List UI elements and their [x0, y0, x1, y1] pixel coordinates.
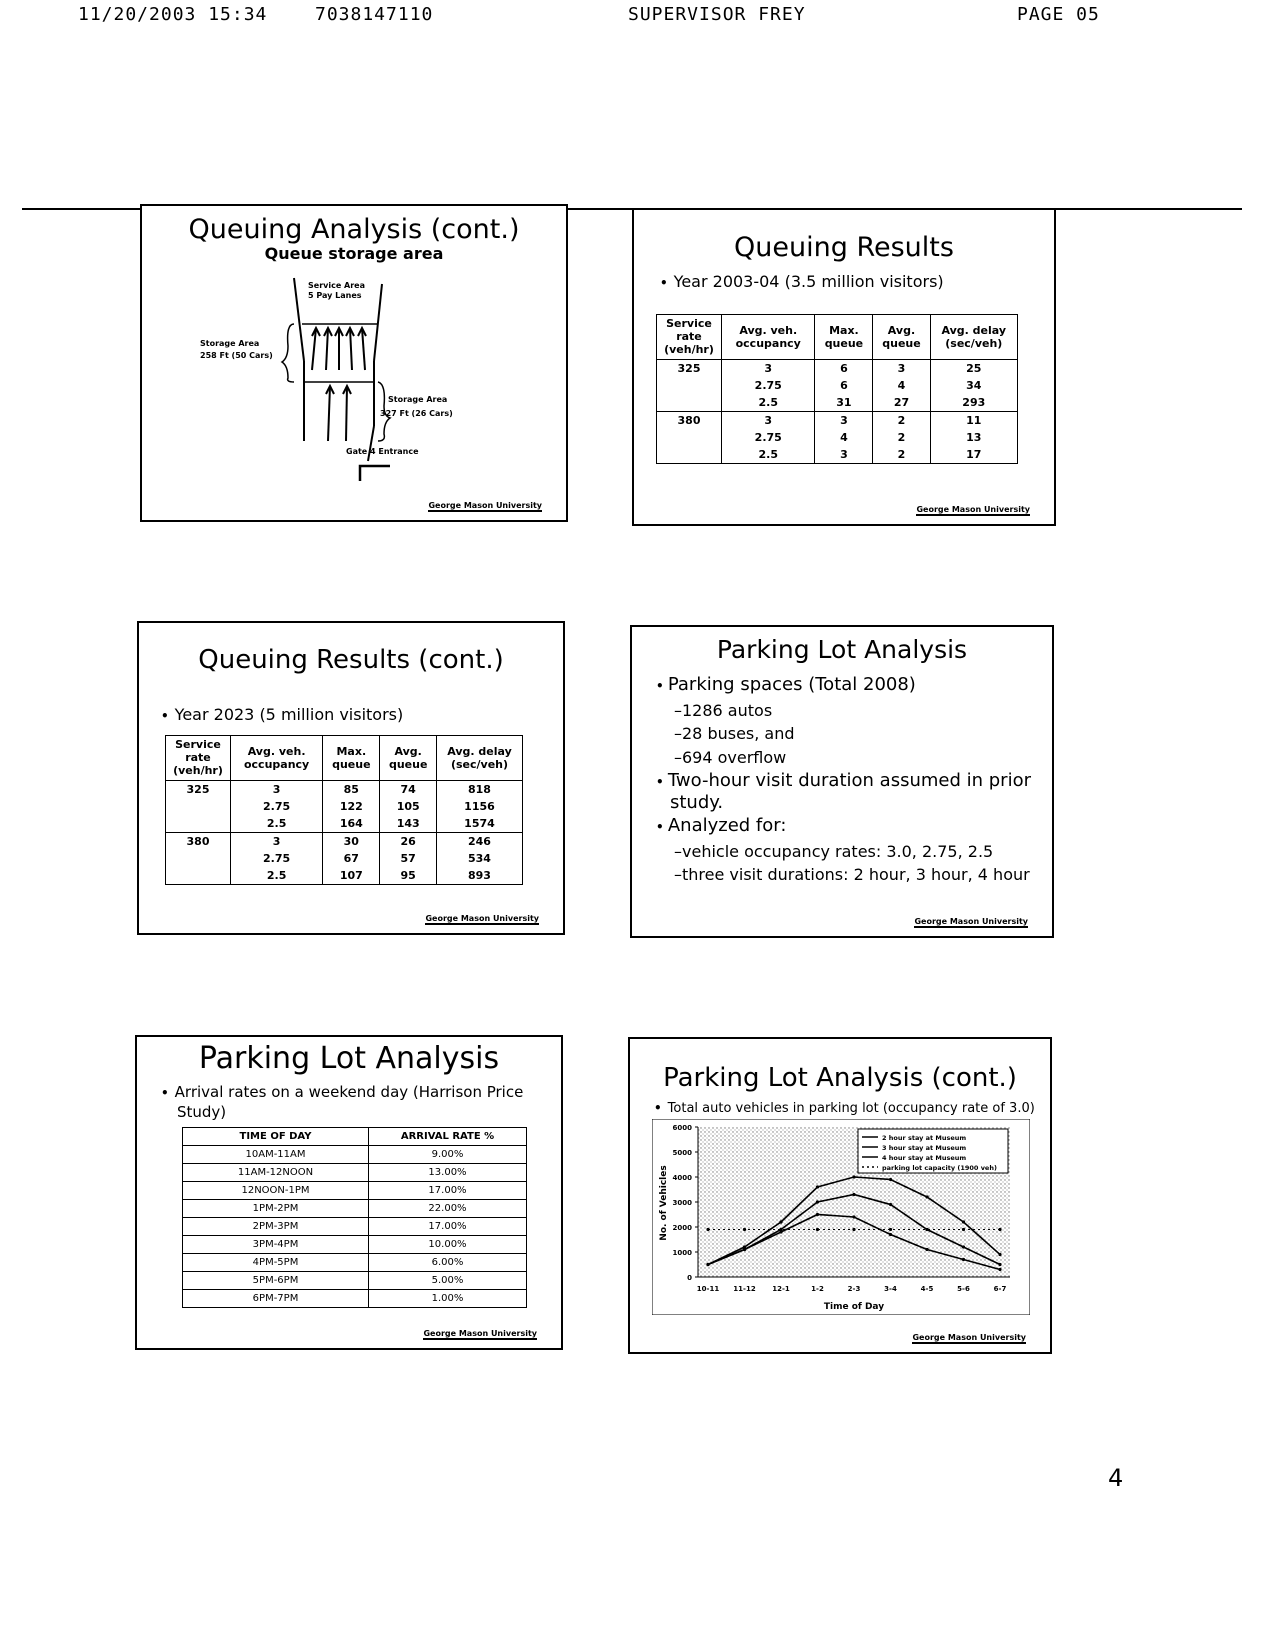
x-tick-label: 11-12	[733, 1285, 756, 1293]
slide-footer: George Mason University	[916, 505, 1030, 514]
label-storage-left-1: Storage Area	[200, 339, 260, 348]
col-header: TIME OF DAY	[183, 1128, 369, 1146]
slide-queuing-results-cont	[137, 621, 565, 935]
cell-arrival-rate: 1.00%	[369, 1290, 527, 1308]
table-header-row	[657, 315, 1018, 360]
data-point	[962, 1228, 965, 1231]
col-header: Avg. delay (sec/veh)	[930, 315, 1017, 360]
label-storage-right-2: 327 Ft (26 Cars)	[380, 409, 453, 418]
data-point	[743, 1228, 746, 1231]
cell-arrival-rate: 22.00%	[369, 1200, 527, 1218]
slide-bullet	[161, 1083, 523, 1122]
fax-sender: SUPERVISOR FREY	[628, 4, 806, 25]
x-tick-label: 3-4	[884, 1285, 897, 1293]
cell-arrival-rate: 9.00%	[369, 1146, 527, 1164]
y-tick-label: 4000	[672, 1174, 692, 1182]
y-tick-label: 5000	[672, 1149, 692, 1157]
slide-footer: George Mason University	[912, 1333, 1026, 1342]
cell-time-of-day: 1PM-2PM	[183, 1200, 369, 1218]
list-item: –1286 autos	[674, 700, 773, 720]
data-point	[852, 1215, 855, 1218]
fax-phone: 7038147110	[315, 4, 434, 25]
slide-footer: George Mason University	[428, 501, 542, 510]
cell-delay: 11 13 17	[930, 411, 1017, 463]
queue-storage-diagram	[142, 266, 566, 516]
cell-rate: 380	[657, 411, 722, 463]
col-header: ARRIVAL RATE %	[369, 1128, 527, 1146]
cell-avg-queue: 74 105 143	[380, 780, 437, 832]
legend-label: parking lot capacity (1900 veh)	[882, 1164, 997, 1172]
table-row	[183, 1254, 527, 1272]
queuing-results-table	[165, 735, 523, 885]
x-tick-label: 10-11	[696, 1285, 720, 1293]
x-tick-label: 4-5	[920, 1285, 934, 1293]
table-row	[183, 1146, 527, 1164]
queuing-results-table	[656, 314, 1018, 464]
cell-time-of-day: 11AM-12NOON	[183, 1164, 369, 1182]
cell-delay: 818 1156 1574	[436, 780, 522, 832]
slide-parking-lot-arrival-rates	[135, 1035, 563, 1350]
data-point	[852, 1228, 855, 1231]
table-row	[183, 1272, 527, 1290]
x-tick-label: 6-7	[993, 1285, 1007, 1293]
slide-title: Parking Lot Analysis	[198, 1041, 500, 1076]
cell-avg-queue: 26 57 95	[380, 832, 437, 884]
cell-time-of-day: 12NOON-1PM	[183, 1182, 369, 1200]
cell-time-of-day: 2PM-3PM	[183, 1218, 369, 1236]
table-row	[166, 780, 523, 832]
cell-time-of-day: 10AM-11AM	[183, 1146, 369, 1164]
cell-occupancy: 3 2.75 2.5	[231, 832, 323, 884]
slide-footer: George Mason University	[914, 917, 1028, 926]
cell-time-of-day: 4PM-5PM	[183, 1254, 369, 1272]
data-point	[998, 1228, 1001, 1231]
bullet-line: Study)	[177, 1103, 227, 1121]
table-row	[166, 832, 523, 884]
bullet-text: Year 2003-04 (3.5 million visitors)	[673, 272, 944, 291]
col-header: Avg. veh. occupancy	[231, 736, 323, 781]
cell-arrival-rate: 17.00%	[369, 1182, 527, 1200]
col-header: Avg. veh. occupancy	[722, 315, 815, 360]
slide-title: Parking Lot Analysis	[716, 635, 968, 664]
slide-title: Queuing Results	[734, 232, 954, 263]
data-point	[816, 1200, 819, 1203]
fax-page: PAGE 05	[1017, 4, 1100, 25]
data-point	[925, 1228, 928, 1231]
col-header: Service rate (veh/hr)	[657, 315, 722, 360]
slide-queuing-results	[632, 208, 1056, 526]
cell-occupancy: 3 2.75 2.5	[722, 359, 815, 411]
cell-delay: 25 34 293	[930, 359, 1017, 411]
data-point	[852, 1175, 855, 1178]
legend-label: 2 hour stay at Museum	[882, 1134, 967, 1142]
list-item: –28 buses, and	[674, 724, 795, 743]
cell-avg-queue: 3 4 27	[873, 359, 930, 411]
cell-max-queue: 85 122 164	[323, 780, 380, 832]
x-tick-label: 5-6	[957, 1285, 970, 1293]
data-point	[779, 1220, 782, 1223]
data-point	[706, 1263, 709, 1266]
col-header: Max. queue	[815, 315, 873, 360]
data-point	[998, 1253, 1001, 1256]
vehicles-line-chart	[652, 1119, 1030, 1315]
y-tick-label: 0	[687, 1274, 692, 1282]
data-point	[816, 1185, 819, 1188]
col-header: Avg. queue	[380, 736, 437, 781]
table-row	[183, 1182, 527, 1200]
data-point	[706, 1228, 709, 1231]
list-item: • Parking spaces (Total 2008)	[656, 674, 916, 695]
slide-queuing-analysis	[140, 204, 568, 522]
table-row	[657, 411, 1018, 463]
label-pay-lanes: 5 Pay Lanes	[308, 291, 362, 300]
cell-arrival-rate: 5.00%	[369, 1272, 527, 1290]
col-header: Avg. queue	[873, 315, 930, 360]
list-item: –vehicle occupancy rates: 3.0, 2.75, 2.5	[674, 841, 994, 861]
slide-bullet: • Year 2023 (5 million visitors)	[161, 705, 404, 724]
data-point	[889, 1233, 892, 1236]
label-storage-right-1: Storage Area	[388, 395, 448, 404]
cell-occupancy: 3 2.75 2.5	[231, 780, 323, 832]
page-number: 4	[1108, 1464, 1124, 1492]
list-item: –694 overflow	[674, 747, 787, 767]
y-axis-label: No. of Vehicles	[659, 1165, 669, 1241]
cell-max-queue: 6 6 31	[815, 359, 873, 411]
table-row	[183, 1218, 527, 1236]
x-tick-label: 12-1	[772, 1285, 790, 1293]
label-gate-entrance: Gate 4 Entrance	[346, 447, 419, 456]
cell-rate: 325	[657, 359, 722, 411]
data-point	[998, 1263, 1001, 1266]
cell-avg-queue: 2 2 2	[873, 411, 930, 463]
slide-bullet: • Year 2003-04 (3.5 million visitors)	[660, 272, 944, 291]
arrival-rate-rows	[183, 1146, 527, 1308]
parking-bullet-list	[656, 673, 1031, 887]
data-point	[816, 1213, 819, 1216]
data-point	[779, 1228, 782, 1231]
slide-parking-lot-analysis-text	[630, 625, 1054, 938]
legend-label: 3 hour stay at Museum	[882, 1144, 967, 1152]
cell-delay: 246 534 893	[436, 832, 522, 884]
y-tick-label: 2000	[672, 1224, 692, 1232]
col-header: Service rate (veh/hr)	[166, 736, 231, 781]
data-point	[962, 1258, 965, 1261]
slide-title: Queuing Analysis (cont.)	[188, 214, 520, 245]
slide-parking-lot-chart	[628, 1037, 1052, 1354]
cell-time-of-day: 6PM-7PM	[183, 1290, 369, 1308]
bullet-text: Year 2023 (5 million visitors)	[174, 705, 404, 724]
x-tick-label: 1-2	[811, 1285, 824, 1293]
data-point	[889, 1228, 892, 1231]
data-point	[889, 1178, 892, 1181]
data-point	[889, 1203, 892, 1206]
data-point	[962, 1220, 965, 1223]
data-point	[852, 1193, 855, 1196]
col-header: Avg. delay (sec/veh)	[436, 736, 522, 781]
cell-max-queue: 3 4 3	[815, 411, 873, 463]
slide-title: Queuing Results (cont.)	[198, 645, 504, 675]
cell-arrival-rate: 6.00%	[369, 1254, 527, 1272]
cell-rate: 380	[166, 832, 231, 884]
data-point	[925, 1248, 928, 1251]
x-axis-label: Time of Day	[823, 1302, 885, 1312]
bullet-text: Total auto vehicles in parking lot (occupancy rate of 3.0)	[667, 1101, 1035, 1116]
data-point	[925, 1195, 928, 1198]
slide-footer: George Mason University	[423, 1329, 537, 1338]
table-row	[183, 1200, 527, 1218]
list-item: study.	[670, 791, 724, 813]
cell-arrival-rate: 13.00%	[369, 1164, 527, 1182]
bullet-line: • Arrival rates on a weekend day (Harrison Price	[161, 1083, 524, 1101]
list-item: • Two-hour visit duration assumed in prior	[656, 770, 1031, 791]
table-row	[183, 1290, 527, 1308]
slide-title: Parking Lot Analysis (cont.)	[663, 1063, 1017, 1093]
slide-bullet: • Total auto vehicles in parking lot (occupancy rate of 3.0)	[654, 1101, 1035, 1116]
table-row	[183, 1164, 527, 1182]
y-tick-label: 6000	[672, 1124, 692, 1132]
cell-max-queue: 30 67 107	[323, 832, 380, 884]
table-header-row	[166, 736, 523, 781]
cell-arrival-rate: 10.00%	[369, 1236, 527, 1254]
slide-subtitle: Queue storage area	[264, 244, 444, 263]
cell-time-of-day: 3PM-4PM	[183, 1236, 369, 1254]
cell-rate: 325	[166, 780, 231, 832]
cell-time-of-day: 5PM-6PM	[183, 1272, 369, 1290]
col-header: Max. queue	[323, 736, 380, 781]
y-tick-label: 3000	[672, 1199, 692, 1207]
arrival-rate-table	[182, 1127, 527, 1308]
label-storage-left-2: 258 Ft (50 Cars)	[200, 351, 273, 360]
table-row	[657, 359, 1018, 411]
legend-label: 4 hour stay at Museum	[882, 1154, 967, 1162]
data-point	[743, 1245, 746, 1248]
fax-datetime: 11/20/2003 15:34	[78, 4, 268, 25]
data-point	[998, 1268, 1001, 1271]
table-row	[183, 1236, 527, 1254]
data-point	[816, 1228, 819, 1231]
data-point	[962, 1245, 965, 1248]
y-tick-label: 1000	[672, 1249, 692, 1257]
cell-arrival-rate: 17.00%	[369, 1218, 527, 1236]
x-tick-label: 2-3	[847, 1285, 861, 1293]
slide-footer: George Mason University	[425, 914, 539, 923]
list-item: –three visit durations: 2 hour, 3 hour, 4 hour	[674, 865, 1030, 884]
label-service-area: Service Area	[308, 281, 366, 290]
table-header-row	[183, 1128, 527, 1146]
cell-occupancy: 3 2.75 2.5	[722, 411, 815, 463]
list-item: • Analyzed for:	[656, 815, 787, 836]
